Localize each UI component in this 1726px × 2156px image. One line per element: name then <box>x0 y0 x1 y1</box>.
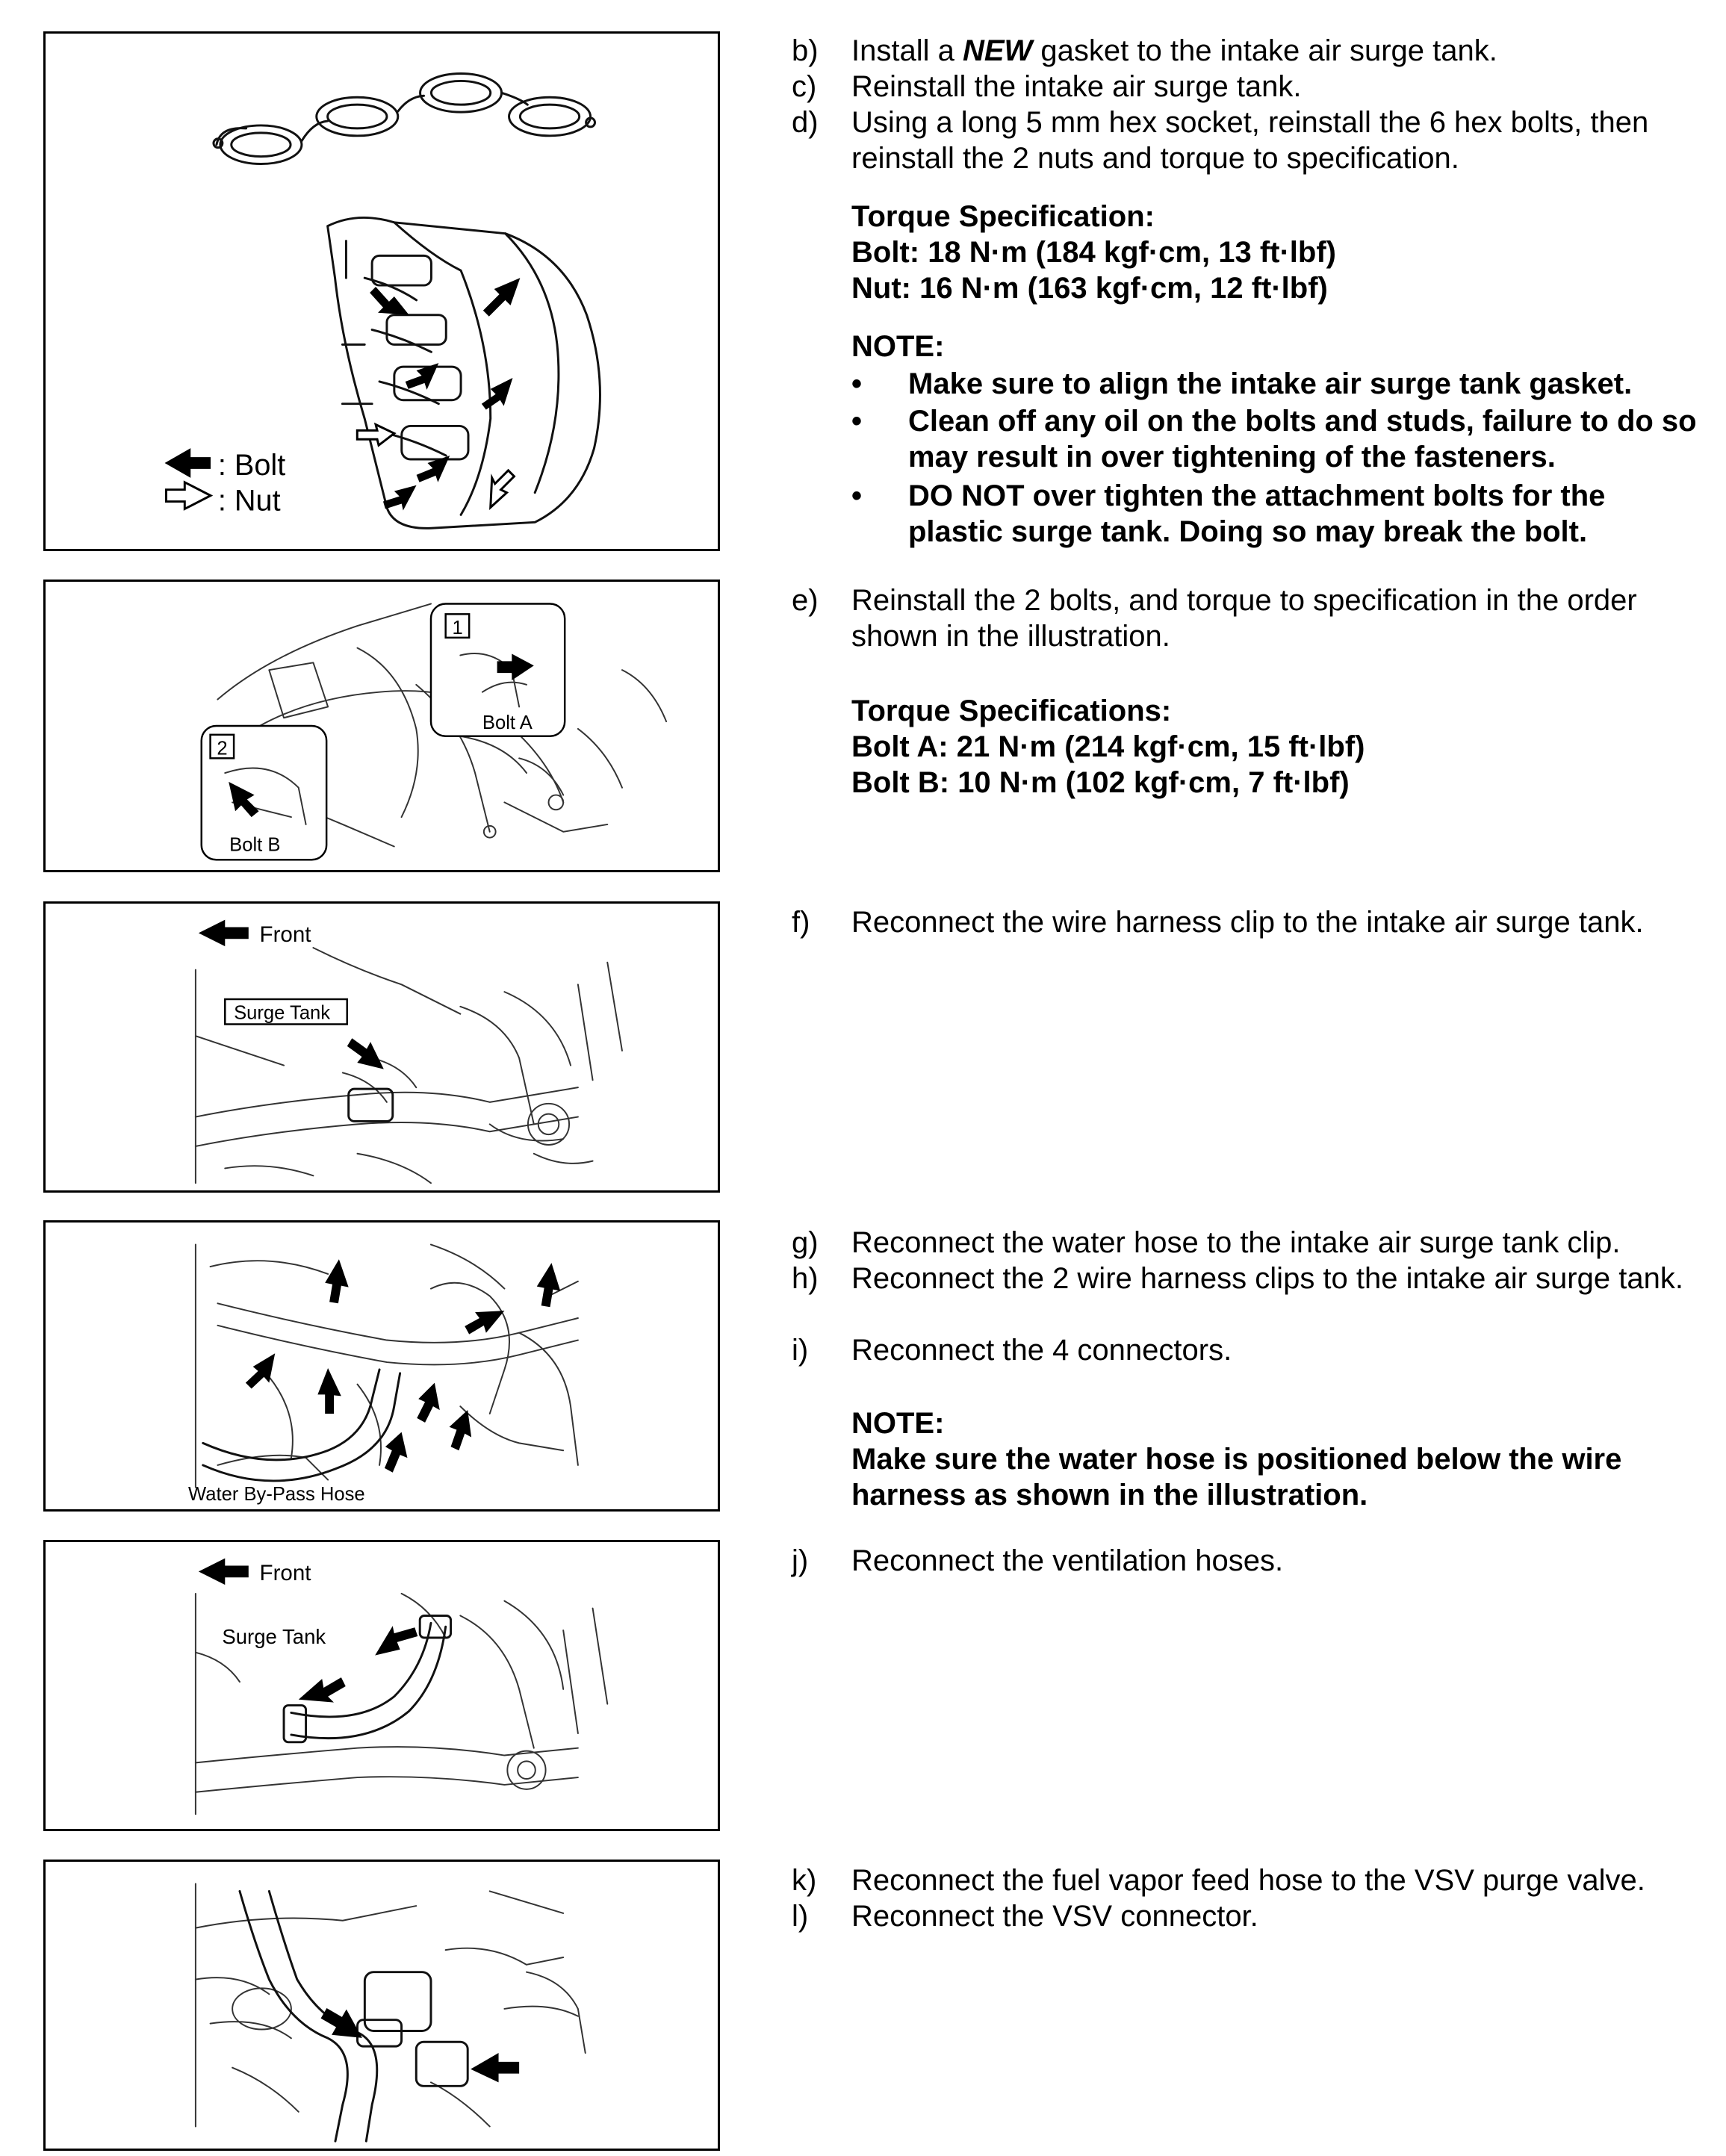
step-k <box>792 1863 1703 1898</box>
surge-tank-illustration <box>46 34 718 549</box>
step-text: Reinstall the 2 bolts, and torque to specification in the order shown in the illustration. <box>851 584 1637 653</box>
step-g <box>792 1225 1703 1261</box>
note-text: Make sure to align the intake air surge tank gasket. <box>908 367 1633 400</box>
torque-title: Torque Specifications: <box>851 695 1172 727</box>
step-text: Reconnect the water hose to the intake air surge tank clip. <box>851 1226 1621 1259</box>
step-letter: l) <box>792 1900 809 1933</box>
figure-ventilation-hoses <box>43 1540 720 1831</box>
step-letter: g) <box>792 1226 819 1259</box>
step-text: Reconnect the VSV connector. <box>851 1900 1258 1933</box>
legend-nut-label: : Nut <box>217 484 281 518</box>
surge-tank-drawing <box>328 217 600 528</box>
step-f <box>792 904 1703 940</box>
step-letter: f) <box>792 906 810 939</box>
step-text: Reconnect the fuel vapor feed hose to the VSV purge valve. <box>851 1864 1645 1897</box>
engine-bay-drawing <box>196 1884 586 2127</box>
harness-clip-illustration <box>46 904 718 1190</box>
step-letter: e) <box>792 584 819 617</box>
engine-bay-drawing <box>196 1245 578 1488</box>
step-letter: c) <box>792 70 817 103</box>
note-text: DO NOT over tighten the attachment bolts for the plastic surge tank. Doing so may break the bolt. <box>908 479 1606 548</box>
step-text: Reinstall the intake air surge tank. <box>851 70 1302 103</box>
figure-legend <box>165 448 286 517</box>
torque-spec-e <box>851 693 1703 801</box>
step-letter: i) <box>792 1334 809 1367</box>
step-e <box>792 583 1703 654</box>
vsv-illustration <box>46 1862 718 2149</box>
vsv-hose-arrow <box>317 2001 371 2049</box>
ventilation-arrow-2 <box>375 1626 417 1655</box>
note-title: NOTE: <box>851 1407 945 1440</box>
nut-legend-icon <box>167 482 211 509</box>
callout-1-label: Bolt A <box>482 712 533 733</box>
torque-bolt: Bolt: 18 N·m (184 kgf·cm, 13 ft·lbf) <box>851 236 1336 269</box>
bolt-arrows <box>370 278 520 510</box>
callout-1-number: 1 <box>452 617 463 639</box>
water-hose-illustration <box>46 1223 718 1509</box>
step-d <box>792 105 1703 176</box>
note-d-item-3 <box>851 478 1703 550</box>
step-b <box>792 33 1703 69</box>
water-bypass-hose-drawing <box>203 1370 400 1481</box>
step-letter: k) <box>792 1864 817 1897</box>
callout-2-label: Bolt B <box>229 834 281 856</box>
bullet-icon: • <box>851 479 863 512</box>
step-letter: j) <box>792 1544 809 1577</box>
bolt-order-illustration <box>46 582 718 870</box>
step-l <box>792 1898 1703 1934</box>
figure-water-bypass-hose <box>43 1220 720 1512</box>
note-text: Clean off any oil on the bolts and studs, failure to do so may result in over tightening of the fasteners. <box>908 405 1697 473</box>
new-emphasis: NEW <box>962 34 1033 67</box>
figure-wire-harness-clip <box>43 901 720 1193</box>
ventilation-hose-illustration <box>46 1542 718 1829</box>
ventilation-arrow-1 <box>299 1677 346 1702</box>
torque-spec-d <box>851 199 1703 306</box>
torque-bolt-a: Bolt A: 21 N·m (214 kgf·cm, 15 ft·lbf) <box>851 730 1365 763</box>
note-d-item-2 <box>851 403 1703 475</box>
figure-bolt-order <box>43 580 720 872</box>
step-text: Install a NEW gasket to the intake air surge tank. <box>851 34 1497 67</box>
torque-bolt-b: Bolt B: 10 N·m (102 kgf·cm, 7 ft·lbf) <box>851 766 1350 799</box>
step-text: Using a long 5 mm hex socket, reinstall the 6 hex bolts, then reinstall the 2 nuts and torque to specification. <box>851 106 1649 175</box>
engine-bay-drawing <box>196 948 622 1183</box>
front-arrow-icon <box>199 1559 249 1585</box>
torque-nut: Nut: 16 N·m (163 kgf·cm, 12 ft·lbf) <box>851 272 1328 305</box>
front-label: Front <box>259 1561 311 1586</box>
note-d-item-1 <box>851 366 1703 402</box>
bolt-legend-icon <box>165 448 211 478</box>
fuel-vapor-hose-drawing <box>240 1891 377 2141</box>
vsv-valve-drawing <box>364 1972 431 2031</box>
step-text: Reconnect the wire harness clip to the intake air surge tank. <box>851 906 1644 939</box>
gasket-drawing <box>214 74 595 164</box>
harness-clip-arrow <box>343 1031 389 1080</box>
water-bypass-hose-label: Water By-Pass Hose <box>188 1484 365 1506</box>
legend-bolt-label: : Bolt <box>217 448 286 482</box>
torque-title: Torque Specification: <box>851 200 1155 233</box>
step-i <box>792 1332 1703 1368</box>
step-text: Reconnect the 4 connectors. <box>851 1334 1232 1367</box>
step-text: Reconnect the 2 wire harness clips to the intake air surge tank. <box>851 1262 1683 1295</box>
step-c <box>792 69 1703 105</box>
vsv-connector-drawing <box>416 2042 468 2086</box>
note-text: Make sure the water hose is positioned below the wire harness as shown in the illustration. <box>851 1443 1622 1512</box>
step-letter: b) <box>792 34 819 67</box>
step-letter: h) <box>792 1262 819 1295</box>
bullet-icon: • <box>851 405 863 438</box>
figure-surge-tank-gasket <box>43 31 720 551</box>
front-label: Front <box>259 922 311 948</box>
step-text: Reconnect the ventilation hoses. <box>851 1544 1284 1577</box>
figure-vsv-purge-valve <box>43 1860 720 2151</box>
callout-2-number: 2 <box>217 738 228 759</box>
bullet-icon: • <box>851 367 863 400</box>
note-i <box>851 1405 1703 1513</box>
vsv-connector-arrow <box>471 2053 519 2082</box>
surge-tank-label: Surge Tank <box>222 1624 326 1648</box>
surge-tank-label: Surge Tank <box>234 1002 331 1024</box>
step-letter: d) <box>792 106 819 139</box>
step-j <box>792 1543 1703 1579</box>
front-arrow-icon <box>199 920 249 946</box>
note-d-title: NOTE: <box>851 330 945 363</box>
step-h <box>792 1261 1703 1296</box>
